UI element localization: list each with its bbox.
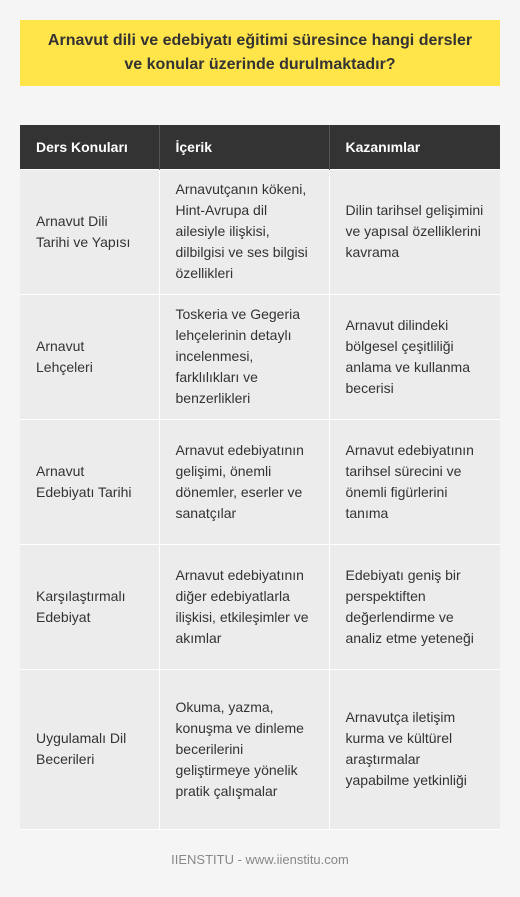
cell-outcome: Arnavut edebiyatının tarihsel sürecini ve önemli figürlerini tanıma [329,419,500,544]
cell-topic: Arnavut Dili Tarihi ve Yapısı [20,169,159,294]
cell-outcome: Dilin tarihsel gelişimini ve yapısal özelliklerini kavrama [329,169,500,294]
table-row [20,669,500,829]
cell-outcome: Arnavutça iletişim kurma ve kültürel araştırmalar yapabilme yetkinliği [329,669,500,829]
header-icerik: İçerik [159,125,329,169]
header-kazanimlar: Kazanımlar [329,125,500,169]
footer-credit: IIENSTITU - www.iienstitu.com [171,852,349,867]
cell-outcome: Arnavut dilindeki bölgesel çeşitliliği anlama ve kullanma becerisi [329,294,500,419]
cell-topic: Arnavut Lehçeleri [20,294,159,419]
table-row [20,419,500,544]
topics-table [20,125,500,830]
page-title: Arnavut dili ve edebiyatı eğitimi süresince hangi dersler ve konular üzerinde durulmaktadır? [47,32,473,73]
cell-content: Toskeria ve Gegeria lehçelerinin detaylı incelenmesi, farklılıkları ve benzerlikleri [159,294,329,419]
table-row [20,544,500,669]
cell-outcome: Edebiyatı geniş bir perspektiften değerlendirme ve analiz etme yeteneği [329,544,500,669]
header-ders-konulari: Ders Konuları [20,125,159,169]
cell-topic: Arnavut Edebiyatı Tarihi [20,419,159,544]
title-banner [20,20,500,86]
cell-topic: Uygulamalı Dil Becerileri [20,669,159,829]
table-header-row [20,125,500,169]
cell-content: Arnavut edebiyatının gelişimi, önemli dönemler, eserler ve sanatçılar [159,419,329,544]
cell-content: Arnavut edebiyatının diğer edebiyatlarla ilişkisi, etkileşimler ve akımlar [159,544,329,669]
cell-content: Arnavutçanın kökeni, Hint-Avrupa dil ailesiyle ilişkisi, dilbilgisi ve ses bilgisi özellikleri [159,169,329,294]
table-row [20,169,500,294]
cell-topic: Karşılaştırmalı Edebiyat [20,544,159,669]
cell-content: Okuma, yazma, konuşma ve dinleme becerilerini geliştirmeye yönelik pratik çalışmalar [159,669,329,829]
table-row [20,294,500,419]
